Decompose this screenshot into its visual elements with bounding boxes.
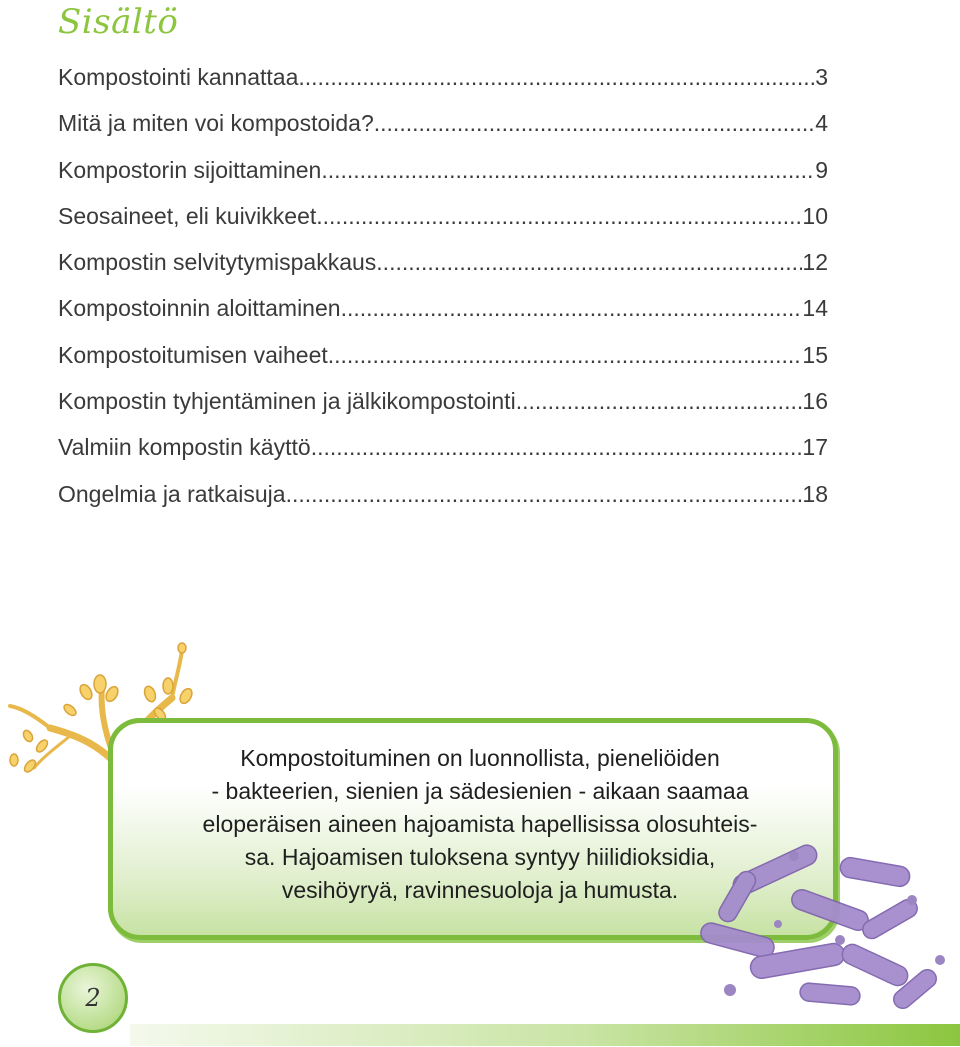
toc-page: 14 xyxy=(802,295,828,322)
toc-page: 15 xyxy=(802,341,828,368)
info-line: Kompostoituminen on luonnollista, pieneliöiden xyxy=(240,745,720,771)
toc-label: Valmiin kompostin käyttö xyxy=(58,434,311,461)
info-line: vesihöyryä, ravinnesuoloja ja humusta. xyxy=(281,877,679,903)
toc-item xyxy=(58,110,828,156)
info-line: eloperäisen aineen hajoamista hapellisissa olosuhteis- xyxy=(202,811,758,837)
toc-page: 10 xyxy=(802,202,828,229)
toc-page: 9 xyxy=(815,156,828,183)
toc-item xyxy=(58,64,828,110)
toc-item xyxy=(58,203,828,249)
toc-label: Seosaineet, eli kuivikkeet xyxy=(58,202,317,229)
toc-label: Kompostointi kannattaa xyxy=(58,64,299,90)
toc-page: 16 xyxy=(802,388,828,415)
toc-label: Mitä ja miten voi kompostoida? xyxy=(58,110,374,137)
toc-label: Kompostorin sijoittaminen xyxy=(58,156,322,183)
table-of-contents xyxy=(58,64,828,527)
info-line: - bakteerien, sienien ja sädesienien - aikaan saamaa xyxy=(211,778,749,804)
toc-page: 3 xyxy=(815,64,828,90)
toc-label: Kompostoinnin aloittaminen xyxy=(58,295,341,322)
page-number: 2 xyxy=(85,984,101,1012)
toc-page: 17 xyxy=(802,434,828,461)
toc-page: 12 xyxy=(802,249,828,276)
toc-item xyxy=(58,295,828,341)
toc-item xyxy=(58,342,828,388)
toc-label: Ongelmia ja ratkaisuja xyxy=(58,480,286,507)
toc-page: 4 xyxy=(815,110,828,137)
toc-item xyxy=(58,434,828,480)
footer-bar xyxy=(130,1024,960,1046)
toc-label: Kompostoitumisen vaiheet xyxy=(58,341,328,368)
toc-item xyxy=(58,481,828,527)
page-number-badge xyxy=(58,963,128,1033)
toc-item xyxy=(58,249,828,295)
toc-item xyxy=(58,388,828,434)
toc-page: 18 xyxy=(802,480,828,507)
page-title: Sisältö xyxy=(58,2,179,42)
bacteria-illustration xyxy=(690,840,960,1020)
info-line: sa. Hajoamisen tuloksena syntyy hiilidioksidia, xyxy=(244,844,716,870)
toc-label: Kompostin tyhjentäminen ja jälkikompostointi xyxy=(58,388,516,415)
toc-label: Kompostin selvitytymispakkaus xyxy=(58,249,377,276)
toc-item xyxy=(58,157,828,203)
